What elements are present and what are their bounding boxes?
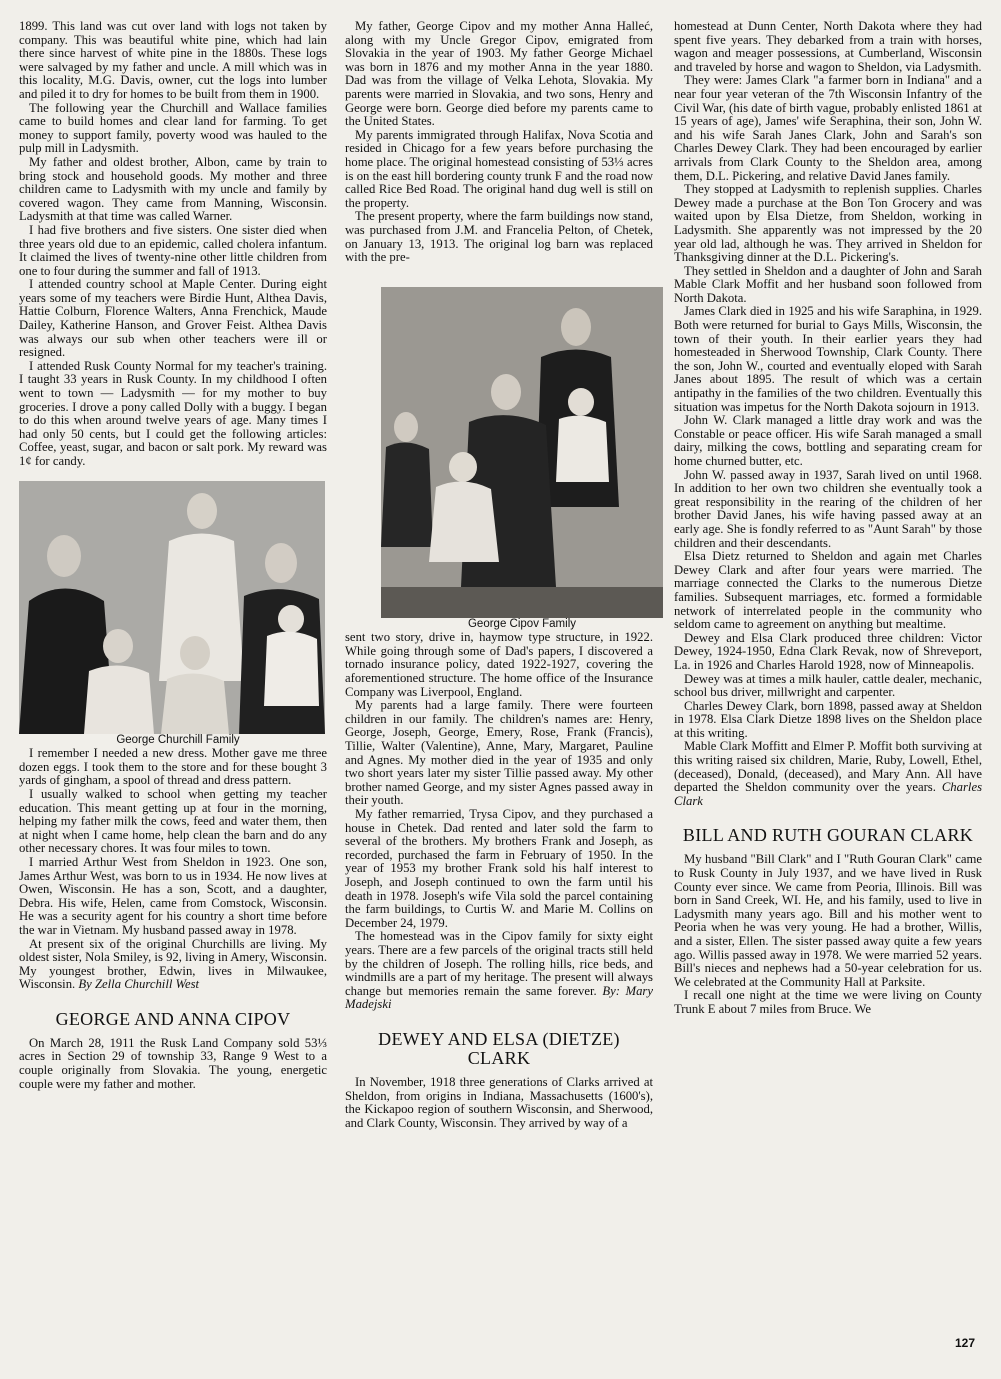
paragraph: I attended Rusk County Normal for my teacher's training. I taught 33 years in Rusk County. In my childhood I often went to town — Ladysmith — for my mother to buy groceries. I drove a pony called Dolly with a buggy. I began to do this when around twelve years of age. Many times I had only 50 cents, but I could get the following articles: Coffee, yeast, sugar, and bacon or salt pork. My reward was 1¢ for candy.: [19, 358, 327, 468]
paragraph: [19, 938, 327, 992]
cipov-family-photo: [381, 287, 663, 618]
byline: By: Mary Madejski: [345, 983, 654, 1012]
paragraph: My father, George Cipov and my mother Anna Halleć, along with my Uncle Gregor Cipov, emigrated from Slovakia in the year of 1903. My father George Michael was born in 1876 and my mother Anna in the year 1880. Dad was from the village of Velka Lehota, Slovakia. My parents were married in Slovakia, and two sons, Henry and George were born. George died before my parents came to the United States.: [345, 19, 653, 129]
paragraph: I had five brothers and five sisters. One sister died when three years old due to an epidemic, called cholera infantum. It claimed the lives of twenty-nine other little children from one to four during the summer and fall of 1913.: [19, 222, 327, 278]
paragraph: homestead at Dunn Center, North Dakota where they had spent five years. They debarked from a train with horses, wagon and meager possessions, at Cumberland, Wisconsin and traveled by horse and wagon to Sheldon, via Ladysmith.: [674, 19, 982, 74]
photo-caption: George Churchill Family: [116, 733, 240, 746]
paragraph: Dewey was at times a milk hauler, cattle dealer, mechanic, school bus driver, millwright and carpenter.: [674, 671, 982, 700]
paragraph: The following year the Churchill and Wallace families came to build homes and clear land for farming. To get money to support family, poverty wood was hauled to the pulp mill in Ladysmith.: [19, 100, 327, 156]
paragraph: They were: James Clark "a farmer born in Indiana" and a near four year veteran of the 7th Wisconsin Infantry of the Civil War, (his date of birth vague, probably enlisted 1861 at 15 years of age), James' wife Seraphina, their son, John W. and his wife Sarah Janes Clark, John and Sarah's son Charles Dewey Clark. They had been encouraged by earlier arrivals from Clark County to the Sheldon area, among them, D.L. Pickering, and relative David Janes family.: [674, 73, 982, 183]
paragraph: John W. Clark managed a little dray work and was the Constable or peace officer. His wife Sarah managed a small dairy, milking the cows, bottling and separating cream for home churned butter, etc.: [674, 413, 982, 468]
paragraph-text: The homestead was in the Cipov family for sixty eight years. There are a few parcels of the original tracts still held by the children of Joseph. The rolling hills, rice beds, and windmills are a part of my heritage. The present will always change but memories remain the same forever.: [345, 929, 653, 998]
paragraph: I married Arthur West from Sheldon in 1923. One son, James Arthur West, was born to us in 1934. He now lives at Owen, Wisconsin. He has a son, Scott, and a daughter, Debra. His wife, Helen, came from Comstock, Wisconsin. He was a security agent for his country a short time before the war in Vietnam. My husband passed away in 1978.: [19, 854, 327, 937]
paragraph: I recall one night at the time we were living on County Trunk E about 7 miles from Bruce. We: [674, 988, 982, 1016]
paragraph: [345, 930, 653, 1012]
section-heading: GEORGE AND ANNA CIPOV: [55, 1008, 291, 1029]
paragraph: My father remarried, Trysa Cipov, and they purchased a house in Chetek. Dad rented and later sold the farm to several of the brothers. My brothers Frank and Joseph, as recorded, purchased the farm in February of 1950. In the year of 1953 my brother Frank sold his half interest to Joseph, and Joseph continued to own the farm until his death in 1978. Joseph's wife Vila sold the parcel containing the farm buildings, to Curtis W. and Marie M. Collins on December 24, 1979.: [345, 807, 653, 930]
paragraph: I attended country school at Maple Center. During eight years some of my teachers were Birdie Hunt, Althea Davis, Hattie Colburn, Florence Walters, Anna Frenchick, Maude Dailey, Katherine Hanson, and Grover Feist. Althea Davis was always our sub when other teachers were ill or resigned.: [19, 277, 327, 360]
paragraph: Charles Dewey Clark, born 1898, passed away at Sheldon in 1978. Elsa Clark Dietze 1898 lives on the Sheldon place at this writing.: [674, 698, 982, 740]
paragraph: John W. passed away in 1937, Sarah lived on until 1968. In addition to her own two children she eventually took a great responsibility in the rearing of the children of her brother David Janes, his wife having passed away at an early age. She is fondly referred to as "Aunt Sarah" by those children and their descendants.: [674, 467, 982, 550]
column-2: [345, 20, 653, 1130]
column-3: [674, 20, 982, 1017]
paragraph: sent two story, drive in, haymow type structure, in 1922. While going through some of Dad's papers, I discovered a tornado insurance policy, dated 1922-1927, covering the aforementioned structure. The home office of the Insurance Company was Liverpool, England.: [345, 630, 653, 699]
churchill-family-photo: [19, 481, 325, 734]
paragraph: They settled in Sheldon and a daughter of John and Sarah Mable Clark Moffit and her husband soon followed from North Dakota.: [674, 263, 982, 305]
paragraph-text: Mable Clark Moffitt and Elmer P. Moffit both surviving at this writing raised six children, Marie, Ruby, Lowell, Ethel, (deceased), Donald, (deceased), and Mary Ann. All have departed the Sheldon community over the years.: [674, 739, 982, 795]
paragraph: Dewey and Elsa Clark produced three children: Victor Dewey, 1924-1950, Edna Clark Revak, now of Shreveport, La. in 1926 and Charles Harold 1928, now of Minneapolis.: [674, 630, 982, 672]
section-heading: DEWEY AND ELSA (DIETZE) CLARK: [378, 1028, 620, 1068]
paragraph: My husband "Bill Clark" and I "Ruth Gouran Clark" came to Rusk County in July 1937, and we have lived in Rusk County ever since. We came from Peoria, Illinois. Bill was born in Sand Creek, WI. He, and his family, used to live in Ladysmith many years ago. Bill and his mother went to Peoria when he was very young. He had a brother, Willis, and a sister, Ellen. The sister passed away quite a few years ago. Willis passed away in 1978. We were married 52 years. Bill's nieces and nephews had a 50-year celebration for us. We celebrated at the Community Hall at Parksite.: [674, 852, 982, 989]
paragraph: In November, 1918 three generations of Clarks arrived at Sheldon, from origins in Indiana, Massachusetts (1600's), the Kickapoo region of southern Wisconsin, and Sherwood, and Clark County, Wisconsin. They arrived by way of a: [345, 1074, 653, 1130]
byline: By Zella Churchill West: [78, 977, 200, 992]
paragraph: I remember I needed a new dress. Mother gave me three dozen eggs. I took them to the store and for these bought 3 yards of gingham, a spool of thread and dress pattern.: [19, 746, 327, 788]
paragraph: They stopped at Ladysmith to replenish supplies. Charles Dewey made a purchase at the Bon Ton Grocery and was waited upon by Elsa Dietze, from Sheldon, working in Ladysmith. She apparently was not impressed by the 20 year old lad, although he was. They arrived in Sheldon for Thanksgiving dinner at the D.L. Pickering's.: [674, 182, 982, 265]
paragraph: [674, 740, 982, 808]
paragraph: James Clark died in 1925 and his wife Saraphina, in 1929. Both were returned for burial to Gays Mills, Wisconsin, the town of their youth. In their earlier years they had homesteaded in Sherwood Township, Clark County. There the son, John W., courted and eventually eloped with Sarah Janes about 1895. The result of which was a certain antipathy in the families of the two children. Eventually this situation was impetus for the North Dakota sojourn in 1913.: [674, 304, 982, 414]
paragraph: 1899. This land was cut over land with logs not taken by company. This was beautiful white pine, which had lain there since harvest of white pine in the 1880s. These logs were salvaged by my father and uncle. A mill which was in this locality, M.G. Davis, owner, cut the logs into lumber and piled it to dry for homes to be built from them in 1900.: [19, 19, 327, 101]
paragraph-text: At present six of the original Churchills are living. My oldest sister, Nola Smiley, is 92, living in Amery, Wisconsin. My youngest brother, Edwin, lives in Milwaukee, Wisconsin.: [19, 936, 327, 992]
paragraph: My parents immigrated through Halifax, Nova Scotia and resided in Chicago for a few years before purchasing the home place. The original homestead consisting of 53⅓ acres is on the east hill bordering county trunk F and the road now called Rice Bed Road. The original hand dug well is still on the property.: [345, 127, 653, 210]
byline: Charles Clark: [674, 780, 983, 808]
paragraph: On March 28, 1911 the Rusk Land Company sold 53⅓ acres in Section 29 of township 33, Range 9 West to a couple originally from Slovakia. The young, energetic couple were my father and mother.: [19, 1035, 327, 1091]
section-heading: BILL AND RUTH GOURAN CLARK: [682, 825, 974, 846]
paragraph: My parents had a large family. There were fourteen children in our family. The children's names are: Henry, George, Joseph, George, Emery, Rose, Frank (Francis), Tillie, Walter (Valentine), Anne, Mary, Margaret, Pauline and Agnes. My mother died in the year of 1935 and only two short years later my sister Tillie passed away. My other brother named George, and my sister Agnes passed away in their youth.: [345, 698, 653, 808]
photo-caption: George Cipov Family: [467, 617, 576, 630]
paragraph: I usually walked to school when getting my teacher education. This meant getting up at four in the morning, helping my father milk the cows, feed and water them, then at night when I came home, help clean the barn and do any other necessary chores. It was four miles to town.: [19, 786, 327, 856]
paragraph: Elsa Dietz returned to Sheldon and again met Charles Dewey Clark and after four years were married. The marriage connected the Clarks to the numerous Dietze families. Subsequent marriages, etc. formed a formidable network of interrelated people in the community who seldom came to agreement on anything but mealtime.: [674, 549, 982, 632]
page-number: 127: [955, 1336, 976, 1350]
paragraph: The present property, where the farm buildings now stand, was purchased from J.M. and Francelia Pelton, of Chetek, on January 13, 1913. The original log barn was replaced with the pre-: [345, 209, 653, 265]
column-1: [19, 20, 327, 1091]
paragraph: My father and oldest brother, Albon, came by train to bring stock and household goods. My mother and three children came to Ladysmith with my uncle and family by covered wagon. They came from Manning, Wisconsin. Ladysmith at that time was called Warner.: [19, 154, 327, 224]
